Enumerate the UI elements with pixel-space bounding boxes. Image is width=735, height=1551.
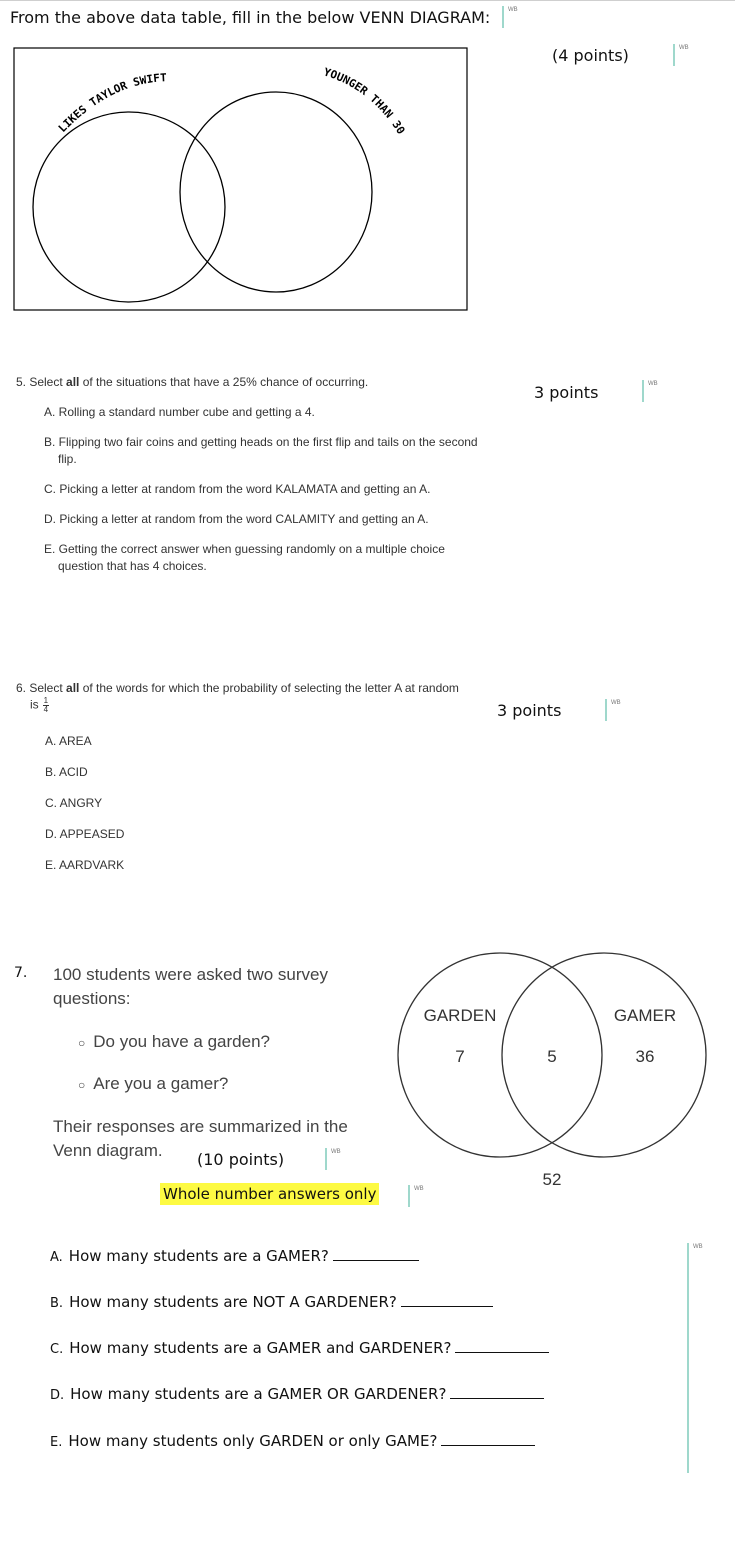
venn-circle-gamer	[502, 953, 706, 1157]
venn-label-garden: GARDEN	[423, 1006, 497, 1025]
q7-question-b: B. How many students are NOT A GARDENER?	[50, 1292, 493, 1311]
venn-label-left: LIKES TAYLOR SWIFT	[55, 71, 167, 135]
venn-circle-right[interactable]	[180, 92, 372, 292]
venn-diagram-blank[interactable]	[13, 47, 469, 312]
wb-tag[interactable]: WB	[605, 699, 621, 721]
q5-option-d[interactable]: D. Picking a letter at random from the word CALAMITY and getting an A.	[44, 512, 429, 526]
q5-prompt: 5. Select all of the situations that have a 25% chance of occurring.	[16, 375, 369, 389]
q5-option-b-cont[interactable]: flip.	[58, 452, 77, 466]
q5-option-e-cont[interactable]: question that has 4 choices.	[58, 559, 207, 573]
venn-circle-garden	[398, 953, 602, 1157]
q7-summary2: Venn diagram.	[53, 1141, 163, 1160]
q5-option-a[interactable]: A. Rolling a standard number cube and getting a 4.	[44, 405, 315, 419]
venn-value-garden-only: 7	[455, 1047, 465, 1066]
q7-line2: questions:	[53, 989, 131, 1008]
wb-tag[interactable]: WB	[673, 44, 689, 66]
q7-bullet-2: ○ Are you a gamer?	[78, 1074, 229, 1093]
q7-question-c: C. How many students are a GAMER and GARDENER?	[50, 1338, 549, 1357]
q6-option-e[interactable]: E. AARDVARK	[45, 858, 125, 872]
answer-blank[interactable]	[450, 1384, 544, 1399]
venn-value-gamer-only: 36	[635, 1047, 655, 1066]
q7-summary1: Their responses are summarized in the	[53, 1117, 348, 1136]
q6-prompt-fraction: is $\frac{1}{4}$	[30, 696, 49, 714]
venn-frame	[14, 48, 467, 310]
points-label: (4 points)	[552, 46, 629, 65]
q5-option-e[interactable]: E. Getting the correct answer when guessing randomly on a multiple choice	[44, 542, 445, 556]
q6-points: 3 points	[497, 701, 562, 720]
venn-value-neither: 52	[542, 1170, 562, 1189]
q5-points: 3 points	[534, 383, 599, 402]
wb-tag[interactable]: WB	[325, 1148, 341, 1170]
q7-line1: 100 students were asked two survey	[53, 965, 328, 984]
answer-blank[interactable]	[455, 1338, 549, 1353]
wb-tag[interactable]: WB	[502, 6, 518, 28]
q7-question-d: D. How many students are a GAMER OR GARDENER?	[50, 1384, 544, 1403]
top-divider	[0, 0, 735, 1]
q6-option-b[interactable]: B. ACID	[45, 765, 88, 779]
answer-blank[interactable]	[441, 1431, 535, 1446]
whole-number-note: Whole number answers only	[160, 1185, 379, 1203]
q5-option-c[interactable]: C. Picking a letter at random from the word KALAMATA and getting an A.	[44, 482, 431, 496]
q5-option-b[interactable]: B. Flipping two fair coins and getting heads on the first flip and tails on the second	[44, 435, 478, 449]
answer-blank[interactable]	[401, 1292, 493, 1307]
venn-label-right: YOUNGER THAN 30	[322, 65, 408, 137]
venn-label-gamer: GAMER	[613, 1006, 677, 1025]
venn-circle-left[interactable]	[33, 112, 225, 302]
venn-instruction: From the above data table, fill in the below VENN DIAGRAM:	[10, 8, 491, 27]
venn-diagram-survey	[395, 950, 710, 1195]
wb-tag[interactable]: WB	[642, 380, 658, 402]
answer-blank[interactable]	[333, 1246, 419, 1261]
q6-prompt: 6. Select all of the words for which the probability of selecting the letter A at random	[16, 681, 459, 695]
fraction: $\frac{1}{4}$	[43, 696, 49, 714]
q7-question-e: E. How many students only GARDEN or only GAME?	[50, 1431, 535, 1450]
wb-tag[interactable]: WB	[408, 1185, 424, 1207]
q7-bullet-1: ○ Do you have a garden?	[78, 1032, 270, 1051]
venn-value-both: 5	[547, 1047, 557, 1066]
q7-question-a: A. How many students are a GAMER?	[50, 1246, 419, 1265]
q7-number: 7.	[14, 965, 28, 981]
wb-tag[interactable]: WB	[687, 1243, 703, 1473]
q6-option-a[interactable]: A. AREA	[45, 734, 92, 748]
q6-option-d[interactable]: D. APPEASED	[45, 827, 125, 841]
q6-option-c[interactable]: C. ANGRY	[45, 796, 103, 810]
q7-points: (10 points)	[197, 1150, 285, 1169]
